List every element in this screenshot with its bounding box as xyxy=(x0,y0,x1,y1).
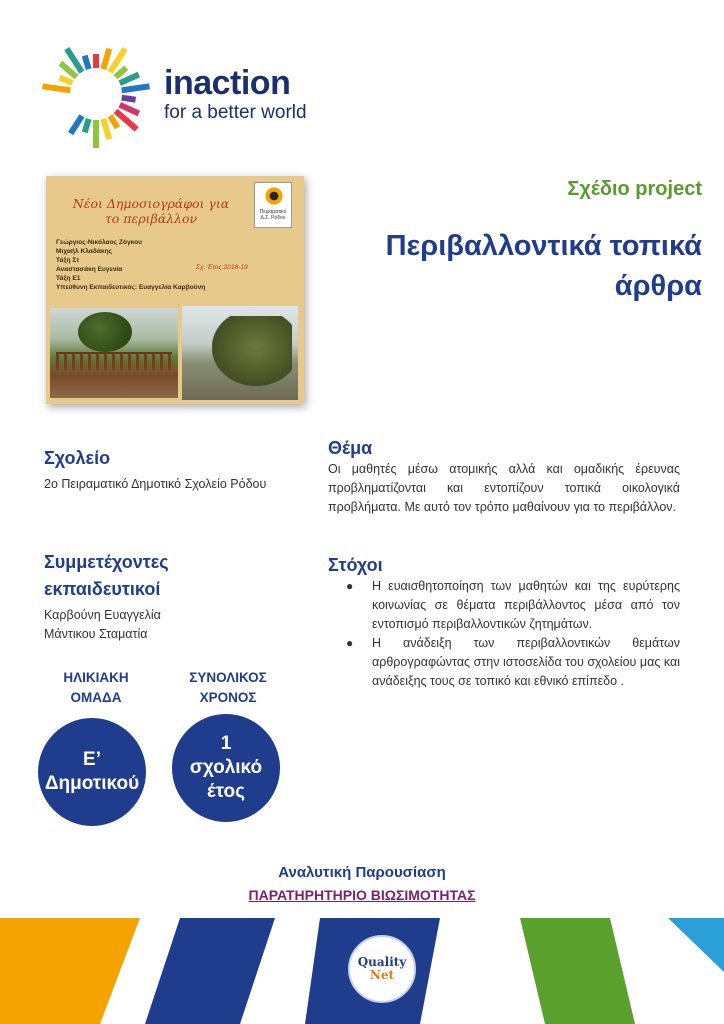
age-group-badge: Ε’ Δημοτικού xyxy=(38,718,146,826)
tree-shape xyxy=(78,312,132,352)
fallen-tree-photo xyxy=(182,306,298,400)
inaction-logo xyxy=(40,38,340,148)
project-title: Περιβαλλοντικά τοπικά άρθρα xyxy=(385,230,702,302)
teacher-name: Καρβούνη Ευαγγελία xyxy=(44,608,161,622)
theme-text: Οι μαθητές μέσω ατομικής αλλά και ομαδικής έρευνας προβληματίζονται και εντοπίζουν τοπικά οικολογικά προβλήματα. Με αυτό τον τρόπο μαθαίνουν για το περιβάλλον. xyxy=(328,462,680,514)
brand-text xyxy=(164,64,307,124)
burst-ray xyxy=(85,119,89,132)
stripe-orange xyxy=(0,918,140,1024)
teachers-heading: Συμμετέχοντες εκπαιδευτικοί xyxy=(44,552,169,599)
age-group-heading: ΗΛΙΚΙΑΚΗ ΟΜΑΔΑ xyxy=(63,670,129,705)
burst-ray xyxy=(103,49,109,69)
cover-year: Σχ. Έτος:2018-19 xyxy=(196,264,248,271)
burst-ray xyxy=(85,56,89,70)
school-heading: Σχολείο xyxy=(44,448,111,468)
sustainability-observatory-link[interactable]: ΠΑΡΑΤΗΡΗΤΗΡΙΟ ΒΙΩΣΙΜΟΤΗΤΑΣ xyxy=(248,887,476,903)
duration-heading: ΣΥΝΟΛΙΚΟΣ ΧΡΟΝΟΣ xyxy=(189,670,267,705)
goals-heading: Στόχοι xyxy=(328,555,383,575)
stripe-blue-left xyxy=(145,918,275,1024)
school-emblem: Πειραματικό Δ.Σ. Ρόδου xyxy=(254,182,292,228)
theme-heading: Θέμα xyxy=(328,438,373,458)
stripe-green xyxy=(520,918,635,1024)
teacher-name: Μάντικου Σταματία xyxy=(44,627,148,641)
sun-emblem-icon xyxy=(264,186,284,206)
burst-ray xyxy=(122,86,150,90)
burst-ray xyxy=(120,105,139,114)
duration-badge: 1 σχολικό έτος xyxy=(172,714,280,822)
goals-list xyxy=(346,577,680,691)
park-photo xyxy=(50,308,178,398)
goal-item: ● Η ευαισθητοποίηση των μαθητών και της ευρύτερης κοινωνίας σε θέματα περιβάλλοντος μέσα από τον εντοπισμό περιβαλλοντικών ζητημάτων. xyxy=(346,579,680,631)
burst-ray xyxy=(110,116,118,128)
burst-ray xyxy=(120,75,139,84)
school-value: 2ο Πειραματικό Δημοτικό Σχολείο Ρόδου xyxy=(44,477,267,491)
burst-ray xyxy=(43,86,71,90)
stripe-cyan xyxy=(668,918,724,972)
fallen-tree-shape xyxy=(212,316,292,386)
burst-ray xyxy=(122,98,136,100)
qualitynet-logo: Quality Net xyxy=(348,935,416,1003)
presentation-heading: Αναλυτική Παρουσίαση xyxy=(278,864,446,881)
cover-title: Νέοι Δημοσιογράφοι για το περιβάλλον xyxy=(72,196,230,226)
bullet-icon: ● xyxy=(346,636,354,650)
cover-image xyxy=(46,176,304,404)
project-label: Σχέδιο project xyxy=(567,178,702,200)
burst-ray xyxy=(71,116,82,134)
color-burst-icon xyxy=(40,38,152,150)
burst-ray xyxy=(116,68,127,77)
burst-ray xyxy=(103,119,109,139)
goal-item: ● Η ανάδειξη των περιβαλλοντικών θεμάτων αρθρογραφώντας στην ιστοσελίδα του σχολείου μας και ανάδειξης τους σε τοπικό και εθνικό επίπεδο . xyxy=(346,636,680,688)
burst-ray xyxy=(60,77,73,83)
teachers-list xyxy=(44,606,161,644)
brand-name: inaction xyxy=(164,64,291,102)
cover-credits: Γεώργιος-Νικόλαος Ζόγκου Μιχαήλ Κλαδάκης Τάξη Στ Αναστασάκη Ευγενία Τάξη Ε1 Υπεύθυνη Εκπαιδευτικός: Ευαγγελία Καρβούνη xyxy=(56,239,206,291)
bullet-icon: ● xyxy=(346,579,354,593)
brand-tagline: for a better world xyxy=(164,102,307,123)
fence-shape xyxy=(56,352,172,370)
